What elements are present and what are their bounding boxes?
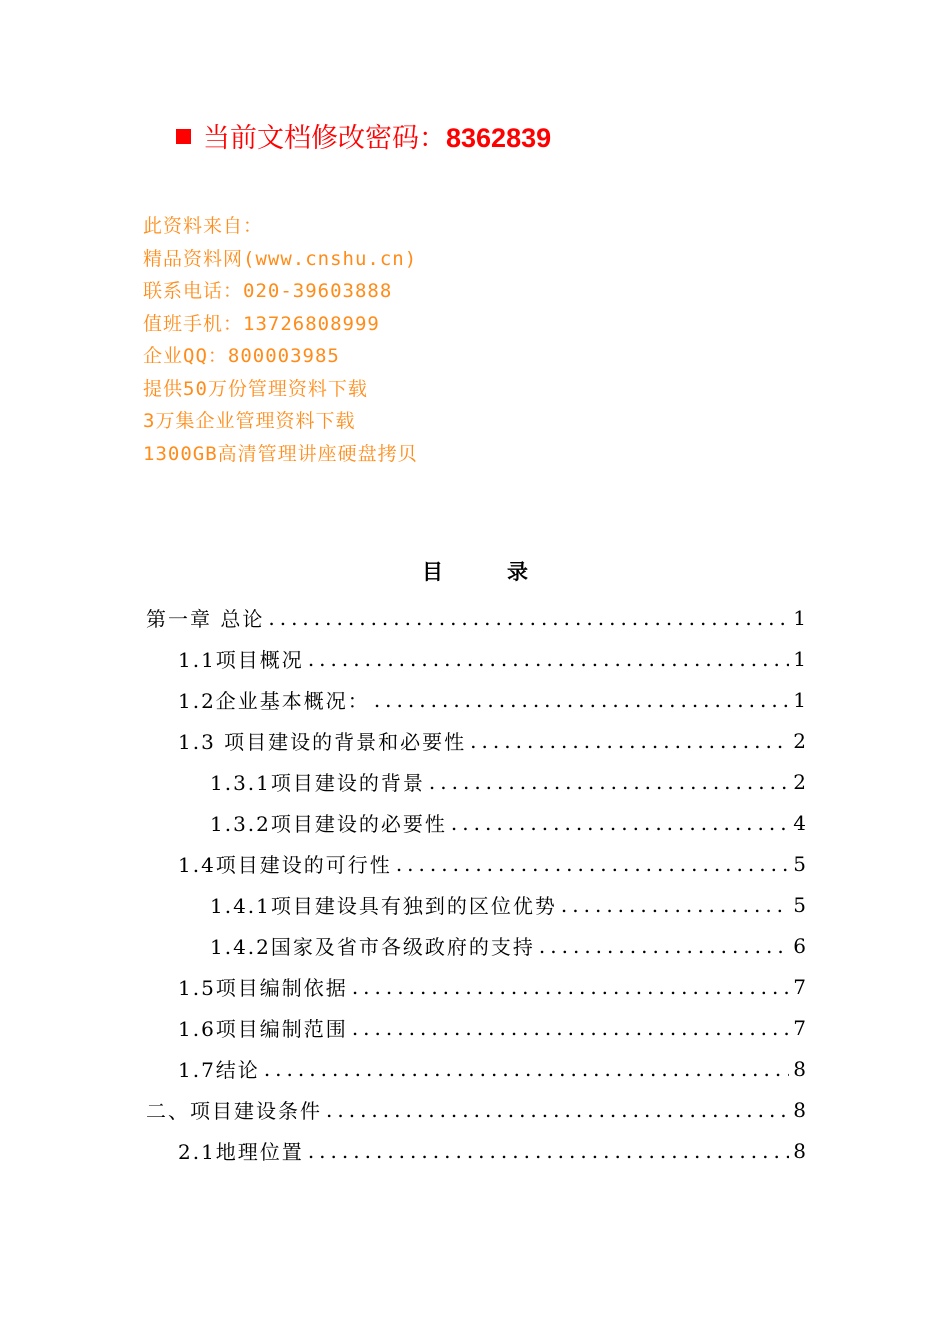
toc-dot-leader: [374, 688, 789, 712]
toc-heading: 目录: [422, 560, 592, 584]
toc-dot-leader: [352, 1016, 789, 1040]
toc-dot-leader: [539, 934, 789, 958]
source-qq-line: 企业QQ：800003985: [143, 345, 340, 367]
source-info: [143, 210, 418, 470]
toc-entry-page: 1: [793, 687, 806, 712]
toc-dot-leader: [470, 729, 789, 753]
toc-dot-leader: [429, 770, 789, 794]
toc-entry-title: 1.4.2国家及省市各级政府的支持: [210, 935, 535, 959]
password-value: 8362839: [446, 123, 552, 153]
source-mobile-line: 值班手机：13726808999: [143, 312, 380, 335]
toc-entry[interactable]: [146, 1048, 806, 1089]
toc-entry-page: 2: [793, 728, 806, 753]
toc-entry-title: 1.5项目编制依据: [178, 976, 348, 1000]
toc-dot-leader: [352, 975, 789, 999]
source-line: 3万集企业管理资料下载: [143, 410, 356, 432]
toc-entry[interactable]: [146, 802, 806, 843]
toc-entry-page: 7: [793, 1015, 806, 1040]
toc-entry[interactable]: [146, 925, 806, 966]
toc-entry-page: 8: [793, 1097, 806, 1122]
toc-entry-page: 7: [793, 974, 806, 999]
toc-entry-title: 1.6项目编制范围: [178, 1017, 348, 1041]
toc-entry[interactable]: [146, 638, 806, 679]
toc-entry-title: 1.3 项目建设的背景和必要性: [178, 730, 467, 754]
source-line: 1300GB高清管理讲座硬盘拷贝: [143, 442, 418, 465]
toc-entry-title: 1.1项目概况: [178, 648, 304, 672]
toc-entry-title: 1.7结论: [178, 1058, 260, 1082]
toc-entry-title: 1.3.2项目建设的必要性: [210, 812, 447, 836]
toc-entry-page: 4: [793, 810, 806, 835]
toc-dot-leader: [396, 852, 789, 876]
red-square-icon: [176, 129, 191, 144]
toc-entry[interactable]: [146, 1007, 806, 1048]
toc-entry-page: 5: [793, 851, 806, 876]
source-line: 此资料来自：: [143, 215, 264, 237]
source-phone-line: 联系电话：020-39603888: [143, 280, 393, 302]
password-label: 当前文档修改密码：: [203, 123, 446, 154]
toc-entry-title: 1.4项目建设的可行性: [178, 853, 392, 877]
toc-entry-title: 二、项目建设条件: [146, 1099, 322, 1123]
toc-entry-page: 2: [793, 769, 806, 794]
toc-entry[interactable]: [146, 597, 806, 638]
toc-entry-page: 5: [793, 892, 806, 917]
toc-dot-leader: [268, 606, 789, 630]
toc-entry[interactable]: [146, 843, 806, 884]
toc-entry-page: 1: [793, 605, 806, 630]
toc-entry-page: 6: [793, 933, 806, 958]
table-of-contents: [146, 597, 806, 1171]
toc-entry[interactable]: [146, 966, 806, 1007]
toc-entry-title: 2.1地理位置: [178, 1140, 304, 1164]
source-line: 提供50万份管理资料下载: [143, 377, 368, 400]
toc-entry[interactable]: [146, 1089, 806, 1130]
toc-entry-page: 1: [793, 646, 806, 671]
toc-entry-page: 8: [793, 1056, 806, 1081]
toc-dot-leader: [264, 1057, 789, 1081]
toc-dot-leader: [308, 1139, 789, 1163]
toc-entry[interactable]: [146, 679, 806, 720]
toc-entry[interactable]: [146, 884, 806, 925]
toc-entry-title: 1.2企业基本概况：: [178, 689, 370, 713]
toc-entry-title: 第一章 总论: [146, 607, 265, 631]
toc-dot-leader: [561, 893, 789, 917]
toc-dot-leader: [326, 1098, 789, 1122]
toc-entry[interactable]: [146, 761, 806, 802]
password-notice: [176, 118, 551, 159]
toc-entry[interactable]: [146, 720, 806, 761]
toc-entry-title: 1.3.1项目建设的背景: [210, 771, 425, 795]
toc-dot-leader: [308, 647, 789, 671]
toc-dot-leader: [451, 811, 789, 835]
toc-entry-title: 1.4.1项目建设具有独到的区位优势: [210, 894, 557, 918]
toc-entry[interactable]: [146, 1130, 806, 1171]
toc-entry-page: 8: [793, 1138, 806, 1163]
source-website-line: 精品资料网(www.cnshu.cn): [143, 247, 418, 270]
